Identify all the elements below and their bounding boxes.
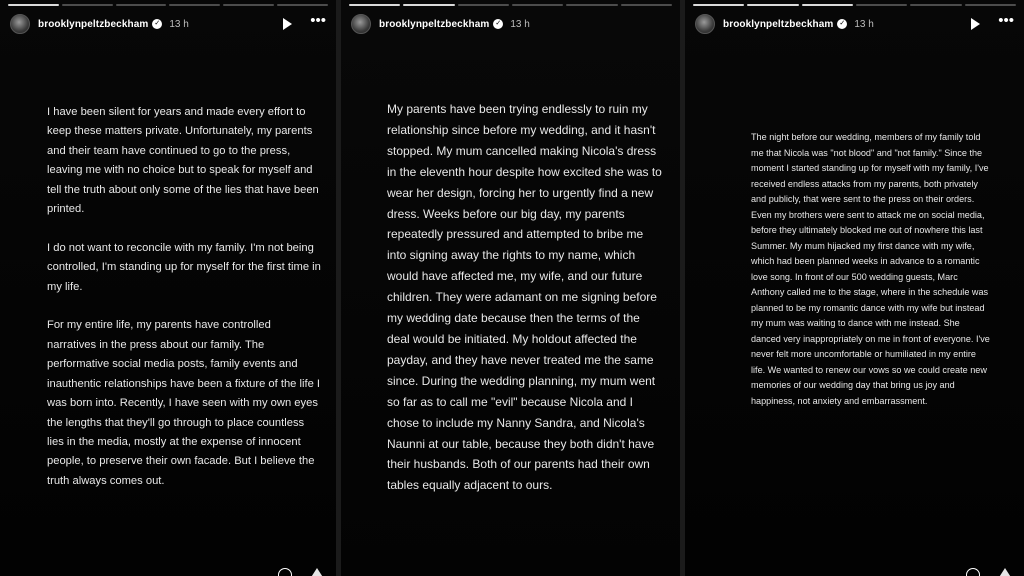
story-progress-bar [693,4,1016,6]
progress-segment [169,4,220,6]
send-icon[interactable] [996,568,1014,576]
progress-segment [403,4,454,6]
story-panel-3[interactable] [685,0,1024,576]
progress-segment [349,4,400,6]
story-header [351,12,670,36]
progress-segment [223,4,274,6]
post-time: 13 h [854,18,874,30]
progress-segment [621,4,672,6]
heart-icon[interactable] [275,565,295,576]
username[interactable]: brooklynpeltzbeckham [38,18,149,30]
username[interactable]: brooklynpeltzbeckham [723,18,834,30]
progress-segment [116,4,167,6]
story-text: The night before our wedding, members of my family told me that Nicola was "not blood" and "not family." Since the moment I started standing up for myself with my family, I've received endless attacks from my parents, both privately and publicly, that were sent to the press on their orders. Even my brothers were sent to attack me on social media, before they ultimately blocked me out of nowhere this last Summer. My mum hijacked my first dance with my wife, which had been planned weeks in advance to a romantic love song. In front of our 500 wedding guests, Marc Anthony called me to the stage, where in the schedule was planned to be my romantic dance with my wife but instead my mum was waiting to dance with me instead. She danced very inappropriately on me in front of everyone. I've never felt more uncomfortable or humiliated in my entire life. We wanted to renew our vows so we could create new memories of our wedding day that bring us joy and happiness, not anxiety and embarrassment. [751,132,990,406]
progress-segment [802,4,853,6]
progress-segment [747,4,798,6]
progress-segment [277,4,328,6]
progress-segment [8,4,59,6]
more-icon[interactable]: ••• [998,12,1014,29]
story-progress-bar [8,4,328,6]
post-time: 13 h [510,18,530,30]
heart-icon[interactable] [963,565,983,576]
progress-segment [566,4,617,6]
story-header [10,12,326,36]
play-icon[interactable] [971,18,980,30]
progress-segment [856,4,907,6]
more-icon[interactable]: ••• [310,12,326,29]
story-header [695,12,1014,36]
verified-badge-icon: ✓ [493,19,503,29]
avatar[interactable] [351,14,371,34]
progress-segment [458,4,509,6]
verified-badge-icon: ✓ [152,19,162,29]
send-icon[interactable] [308,568,326,576]
avatar[interactable] [10,14,30,34]
story-footer [278,568,326,576]
username[interactable]: brooklynpeltzbeckham [379,18,490,30]
story-progress-bar [349,4,672,6]
progress-segment [62,4,113,6]
avatar[interactable] [695,14,715,34]
progress-segment [965,4,1016,6]
story-footer [966,568,1014,576]
post-time: 13 h [169,18,189,30]
play-icon[interactable] [283,18,292,30]
progress-segment [910,4,961,6]
progress-segment [512,4,563,6]
story-panel-2[interactable] [341,0,680,576]
story-text: I have been silent for years and made every effort to keep these matters private. Unfortunately, my parents and their team have continued to go to the press, leaving me with no choice but to speak for myself and tell the truth about only some of the lies that have been printed. I do not want to reconcile with my family. I'm not being controlled, I'm standing up for myself for the first time in my life. For my entire life, my parents have controlled narratives in the press about our family. The performative social media posts, family events and inauthentic relationships have been a fixture of the life I was born into. Recently, I have seen with my own eyes the lengths that they'll go through to place countless lies in the media, mostly at the expense of innocent people, to preserve their own facade. But I believe the truth always comes out. [47,106,321,487]
story-panel-1[interactable] [0,0,336,576]
story-text: My parents have been trying endlessly to ruin my relationship since before my wedding, and it hasn't stopped. My mum cancelled making Nicola's dress in the eleventh hour despite how excited she was to wear her design, forcing her to urgently find a new dress. Weeks before our big day, my parents repeatedly pressured and attempted to bribe me into signing away the rights to my name, which would have affected me, my wife, and our future children. They were adamant on me signing before my wedding date because then the terms of the deal would be initiated. My holdout affected the payday, and they have never treated me the same since. During the wedding planning, my mum went so far as to call me "evil" because Nicola and I chose to include my Nanny Sandra, and Nicola's Naunni at our table, because they both didn't have their husbands. Both of our parents had their own tables equally adjacent to ours. [387,102,662,493]
verified-badge-icon: ✓ [837,19,847,29]
progress-segment [693,4,744,6]
